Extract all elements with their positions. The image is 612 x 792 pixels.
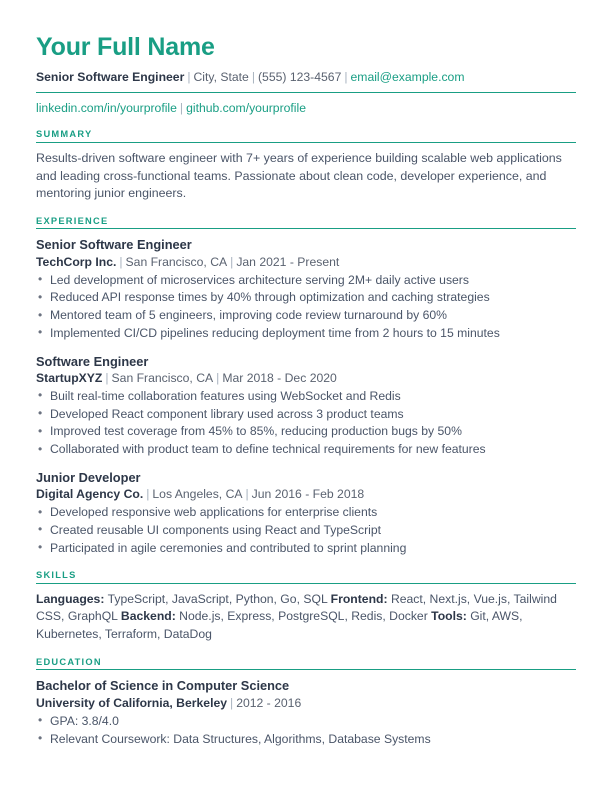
candidate-location: City, State [193, 69, 249, 84]
job-meta [36, 486, 576, 503]
list-item: • Collaborated with product team to define technical requirements for new features [36, 441, 576, 459]
section-divider [36, 142, 576, 143]
candidate-title: Senior Software Engineer [36, 69, 185, 84]
skill-category-values: TypeScript, JavaScript, Python, Go, SQL [107, 591, 328, 606]
job-dates: Jun 2016 - Feb 2018 [251, 487, 365, 502]
job-dates: Jan 2021 - Present [236, 254, 340, 269]
skill-category-label: Frontend: [330, 591, 388, 606]
experience-entry [36, 236, 576, 342]
section-title-summary: SUMMARY [36, 129, 93, 140]
job-role: Junior Developer [36, 469, 141, 485]
list-item: • Participated in agile ceremonies and contributed to sprint planning [36, 540, 576, 558]
profile-links-line [36, 100, 576, 116]
separator-icon: | [105, 371, 109, 386]
degree-title: Bachelor of Science in Computer Science [36, 678, 290, 694]
skill-category-label: Languages: [36, 591, 105, 606]
separator-icon: | [230, 696, 234, 710]
section-divider [36, 228, 576, 229]
separator-icon: | [230, 254, 234, 269]
summary-text: Results-driven software engineer with 7+ years of experience building scalable web applications and leading cross-functional teams. Passionate about clean code, developer experience, and mentoring junior engineers. [36, 150, 562, 201]
job-location: Los Angeles, CA [152, 487, 243, 502]
skill-category-values: React, Next.js, Vue.js, Tailwind CSS, GraphQL [36, 591, 557, 624]
section-summary [36, 129, 576, 202]
section-skills [36, 570, 576, 644]
experience-entry [36, 353, 576, 459]
github-link[interactable]: github.com/yourprofile [186, 100, 306, 115]
separator-icon: | [187, 69, 191, 84]
list-item: • Implemented CI/CD pipelines reducing deployment time from 2 hours to 15 minutes [36, 325, 576, 343]
section-title-experience: EXPERIENCE [36, 215, 109, 226]
experience-entry [36, 469, 576, 558]
list-item: • Reduced API response times by 40% through optimization and caching strategies [36, 289, 576, 307]
job-location: San Francisco, CA [111, 371, 214, 386]
job-location: San Francisco, CA [125, 254, 228, 269]
separator-icon: | [146, 487, 150, 502]
section-education [36, 657, 576, 748]
job-company: StartupXYZ [36, 371, 103, 386]
separator-icon: | [119, 254, 123, 269]
skill-category-label: Tools: [431, 609, 467, 624]
section-title-education: EDUCATION [36, 656, 102, 667]
list-item: • Created reusable UI components using React and TypeScript [36, 522, 576, 540]
candidate-name: Your Full Name [36, 33, 215, 61]
list-item: • GPA: 3.8/4.0 [36, 713, 576, 731]
separator-icon: | [245, 487, 249, 502]
skill-category-values: Node.js, Express, PostgreSQL, Redis, Docker [179, 609, 428, 624]
header-divider [36, 92, 576, 93]
section-divider [36, 583, 576, 584]
list-item: • Mentored team of 5 engineers, improving code review turnaround by 60% [36, 307, 576, 325]
list-item: • Improved test coverage from 45% to 85%, reducing production bugs by 50% [36, 423, 576, 441]
separator-icon: | [179, 100, 184, 115]
job-bullet-list [36, 388, 576, 459]
skills-text [36, 591, 576, 644]
candidate-email-link[interactable]: email@example.com [350, 69, 465, 84]
skill-category-values: Git, AWS, Kubernetes, Terraform, DataDog [36, 609, 523, 642]
job-role: Senior Software Engineer [36, 237, 192, 253]
linkedin-link[interactable]: linkedin.com/in/yourprofile [36, 100, 177, 115]
section-experience [36, 216, 576, 558]
list-item: • Relevant Coursework: Data Structures, Algorithms, Database Systems [36, 731, 576, 749]
education-bullet-list [36, 713, 576, 748]
list-item: • Built real-time collaboration features using WebSocket and Redis [36, 388, 576, 406]
school-dates: 2012 - 2016 [236, 696, 302, 710]
candidate-phone[interactable]: (555) 123-4567 [258, 69, 342, 84]
section-title-skills: SKILLS [36, 570, 77, 581]
job-company: Digital Agency Co. [36, 487, 144, 502]
skill-category-label: Backend: [120, 609, 176, 624]
education-entry [36, 677, 576, 748]
school-name: University of California, Berkeley [36, 696, 228, 710]
list-item: • Developed React component library used across 3 product teams [36, 406, 576, 424]
list-item: • Developed responsive web applications for enterprise clients [36, 504, 576, 522]
job-bullet-list [36, 504, 576, 557]
experience-entry-list [36, 236, 576, 557]
contact-line [36, 69, 576, 85]
job-dates: Mar 2018 - Dec 2020 [222, 371, 337, 386]
job-meta [36, 370, 576, 387]
separator-icon: | [344, 69, 348, 84]
separator-icon: | [251, 69, 255, 84]
job-company: TechCorp Inc. [36, 254, 117, 269]
resume-header [36, 34, 576, 116]
list-item: • Led development of microservices architecture serving 2M+ daily active users [36, 272, 576, 290]
job-meta [36, 254, 576, 271]
job-role: Software Engineer [36, 353, 149, 369]
school-meta [36, 695, 576, 712]
separator-icon: | [216, 371, 220, 386]
section-divider [36, 669, 576, 670]
job-bullet-list [36, 272, 576, 343]
